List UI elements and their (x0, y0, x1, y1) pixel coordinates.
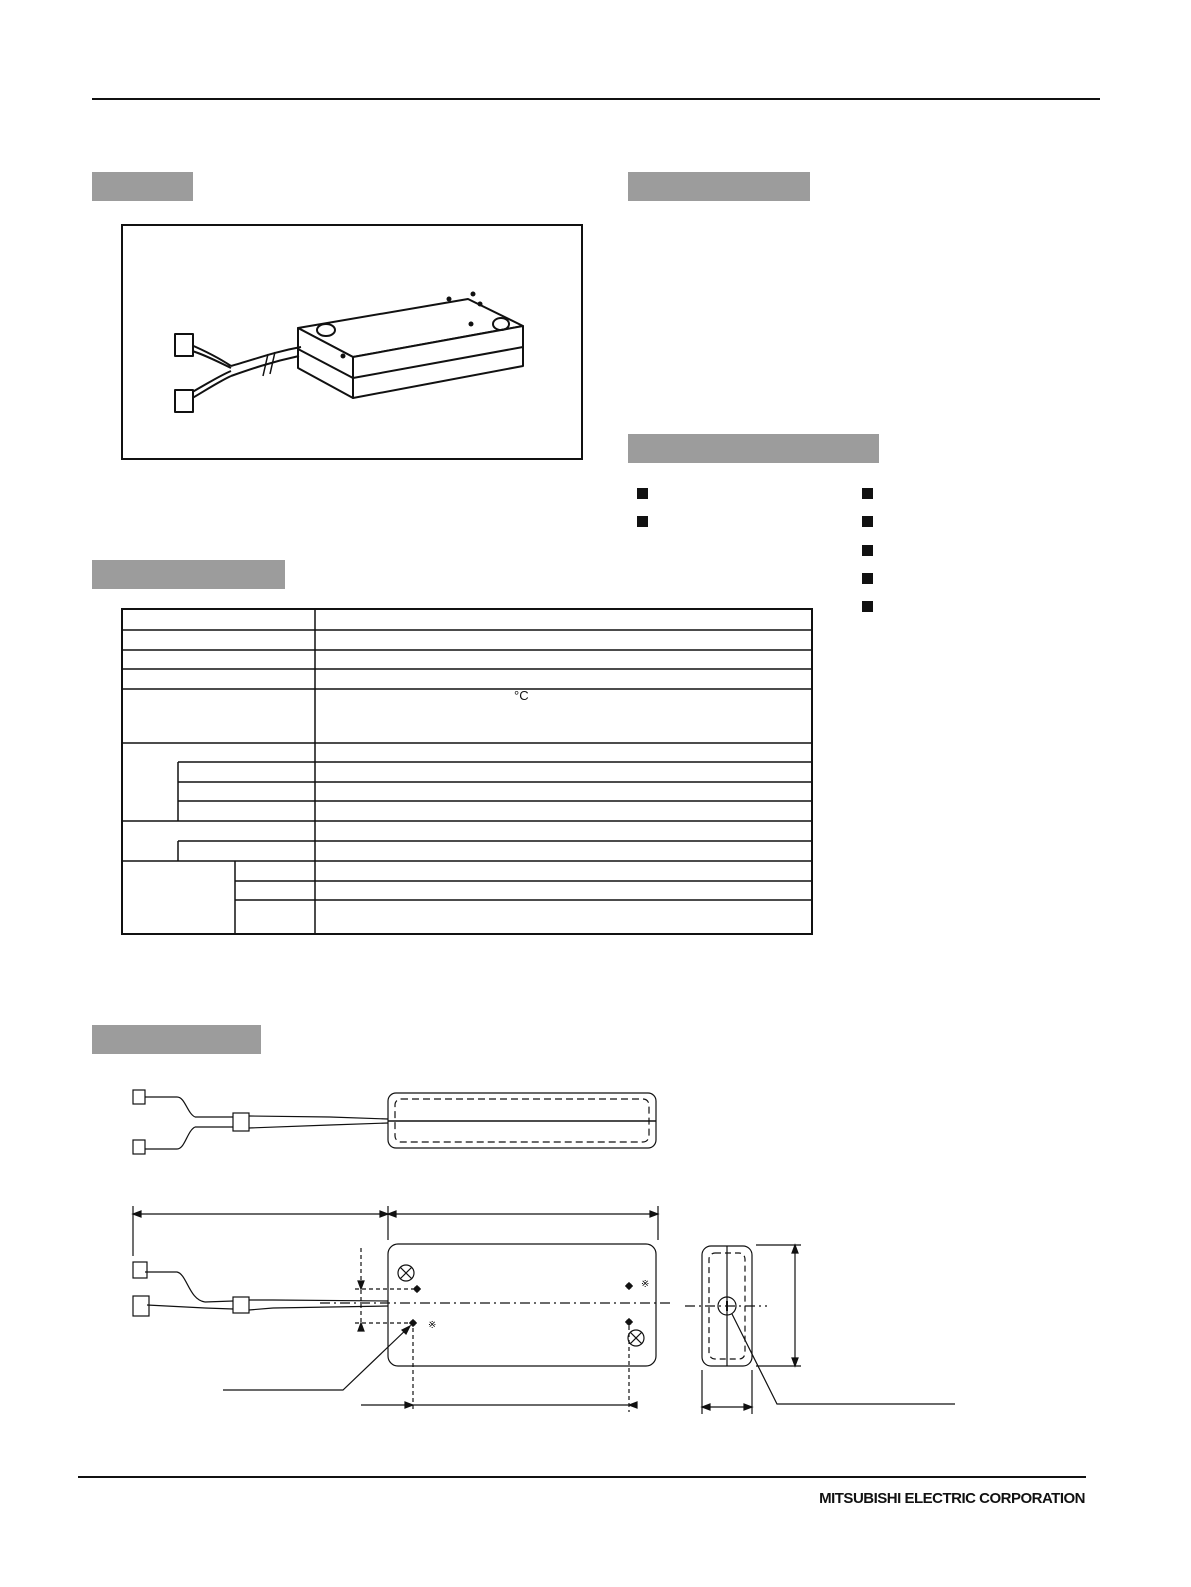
connector-upper (175, 334, 193, 356)
section-header-specifications (92, 560, 285, 589)
footer-brand: MITSUBISHI ELECTRIC CORPORATION (819, 1490, 1085, 1507)
side-view-connector-upper (133, 1090, 145, 1104)
connector-lower (175, 390, 193, 412)
temperature-unit: °C (514, 688, 529, 703)
section-header-dimensions (92, 1025, 261, 1054)
top-view-connector-lower (133, 1296, 149, 1316)
specifications-table (121, 608, 813, 935)
model-bullet-1 (637, 488, 648, 499)
dimension-drawing-top-view (125, 1200, 965, 1420)
section-header-appearance (92, 172, 193, 201)
dimension-drawing-side-view (125, 1083, 665, 1155)
model-bullet-4 (862, 516, 873, 527)
note-mark-1: ※ (641, 1279, 650, 1290)
product-illustration (123, 226, 581, 458)
model-bullet-6 (862, 573, 873, 584)
section-header-applicable-models (628, 434, 879, 463)
bottom-rule (78, 1476, 1086, 1478)
product-illustration-frame (121, 224, 583, 460)
model-bullet-2 (637, 516, 648, 527)
model-bullet-7 (862, 601, 873, 612)
model-bullet-5 (862, 545, 873, 556)
model-bullet-3 (862, 488, 873, 499)
top-view-connector-upper (133, 1262, 147, 1278)
note-mark-2: ※ (428, 1320, 437, 1331)
side-view-connector-lower (133, 1140, 145, 1154)
leader-line-hole (223, 1326, 410, 1390)
top-rule (92, 98, 1100, 100)
leader-line-cable-entry (732, 1314, 955, 1404)
section-header-description (628, 172, 810, 201)
top-view-body (388, 1244, 656, 1366)
